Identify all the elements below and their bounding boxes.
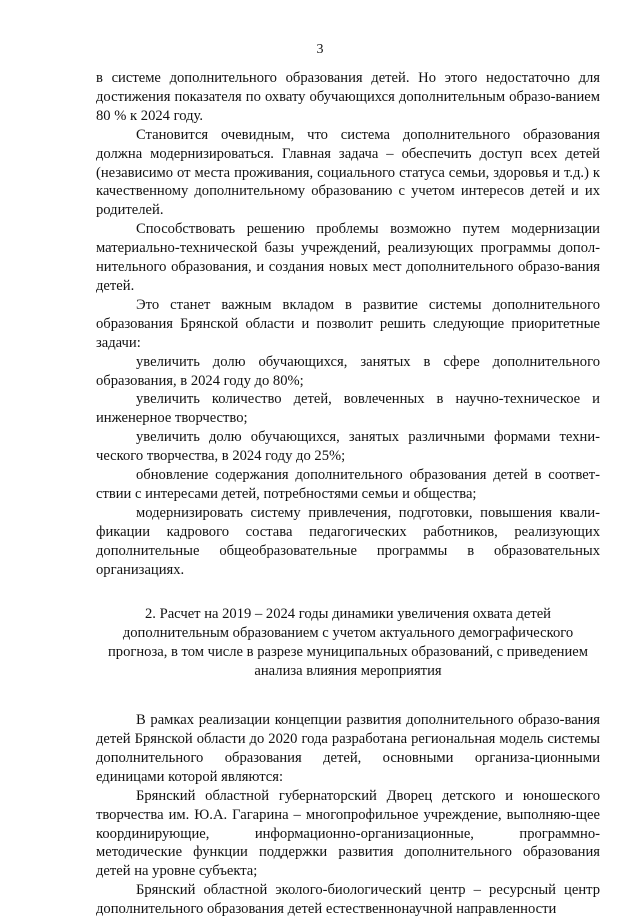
paragraph: Становится очевидным, что система дополнительного образования должна модернизироваться. Главная задача – обеспечить доступ всех детей (независимо от места проживания, социального статуса семьи, здоровья и т.д.) к качественному дополнительному образованию с учетом интересов детей и их родителей. <box>96 126 600 219</box>
paragraph: в системе дополнительного образования детей. Но этого недостаточно для достижения показателя по охвату обучающихся дополнительным образо-ванием 80 % к 2024 году. <box>96 70 600 124</box>
paragraph: Это станет важным вкладом в развитие системы дополнительного образования Брянской области и позволит решить следующие приоритетные задачи: <box>96 296 600 351</box>
paragraph: В рамках реализации концепции развития дополнительного образо-вания детей Брянской области до 2020 года разработана региональная модель системы дополнительного образования детей, основными организа-ционными единицами которой являются: <box>96 712 600 785</box>
paragraph: Брянский областной губернаторский Дворец детского и юношеского творчества им. Ю.А. Гагарина – многопрофильное учреждение, выполняю-щее координирующие, информационно-организационные, программно-методические функции поддержки развития дополнительного образования детей на уровне субъекта; <box>96 787 600 880</box>
paragraph: Способствовать решению проблемы возможно путем модернизации материально-технической базы учреждений, реализующих программы допол-нительного образования, и создания новых мест дополнительного образо-вания детей. <box>96 221 600 294</box>
list-item: увеличить долю обучающихся, занятых в сфере дополнительного образования, в 2024 году до 80%; <box>96 353 600 389</box>
list-item: обновление содержания дополнительного образования детей в соответ-ствии с интересами детей, потребностями семьи и общества; <box>96 467 600 502</box>
list-item: модернизировать систему привлечения, подготовки, повышения квали-фикации кадрового состава педагогических работников, реализующих дополнительные общеобразовательные программы в образовательных организациях. <box>96 504 600 578</box>
body-text <box>96 69 600 919</box>
section-heading: 2. Расчет на 2019 – 2024 годы динамики увеличения охвата детей дополнительным образованием с учетом актуального демографического прогноза, в том числе в разрезе муниципальных образований, с приведением анализа влияния мероприятия <box>107 606 589 680</box>
list-item: увеличить количество детей, вовлеченных в научно-техническое и инженерное творчество; <box>96 391 600 427</box>
page-number: 3 <box>316 42 324 57</box>
list-item: увеличить долю обучающихся, занятых различными формами техни-ческого творчества, в 2024 году до 25%; <box>96 429 600 465</box>
paragraph: Брянский областной эколого-биологический центр – ресурсный центр дополнительного образования детей естественнонаучной направленности <box>96 882 600 918</box>
